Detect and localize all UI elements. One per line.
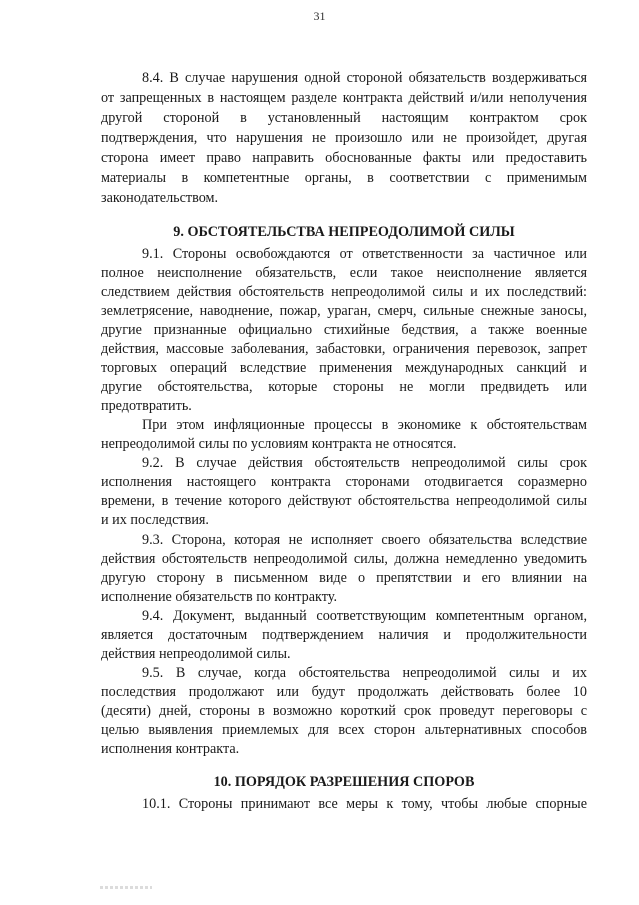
text-line: другую сторону в письменном виде о препятствии и его влиянии на xyxy=(101,570,587,586)
text-line: является достаточным подтверждением наличия и продолжительности xyxy=(101,627,587,643)
page-number: 31 xyxy=(313,9,326,23)
text-line: полное неисполнение обязательств, если такое неисполнение является xyxy=(101,265,587,281)
text-line: При этом инфляционные процессы в экономике к обстоятельствам xyxy=(142,417,587,433)
text-line: действия обстоятельств непреодолимой силы, должна немедленно уведомить xyxy=(101,551,587,567)
text-line: подтверждения, что нарушения не произошло или не произойдет, другая xyxy=(101,130,587,146)
text-line: 9.5. В случае, когда обстоятельства непреодолимой силы и их xyxy=(142,665,587,681)
text-line: другие признанные официально стихийные бедствия, а также военные xyxy=(101,322,587,338)
text-line: и их последствия. xyxy=(101,512,209,528)
text-line: сторона имеет право направить обоснованные факты или предоставить xyxy=(101,150,587,166)
faint-scan-mark xyxy=(100,886,152,889)
text-line: следствием действия обстоятельств непреодолимой силы и их последствий: xyxy=(101,284,587,300)
text-line: целью выявления приемлемых для всех сторон альтернативных способов xyxy=(101,722,587,738)
text-line: другие обстоятельства, которые стороны не могли предвидеть или xyxy=(101,379,587,395)
text-line: 9.4. Документ, выданный соответствующим компетентным органом, xyxy=(142,608,587,624)
text-line: 8.4. В случае нарушения одной стороной обязательств воздерживаться xyxy=(142,70,587,86)
text-line: материалы в компетентные органы, в соответствии с применимым xyxy=(101,170,587,186)
text-line: предотвратить. xyxy=(101,398,192,414)
text-line: 10.1. Стороны принимают все меры к тому, чтобы любые спорные xyxy=(142,796,587,812)
text-line: (десяти) дней, стороны в возможно короткий срок проведут переговоры с xyxy=(101,703,587,719)
text-line: законодательством. xyxy=(101,190,219,206)
text-line: действия, массовые заболевания, забастовки, ограничения перевозок, запрет xyxy=(101,341,587,357)
text-line: времени, в течение которого действуют обстоятельства непреодолимой силы xyxy=(101,493,587,509)
text-line: последствия продолжают или будут продолжать действовать более 10 xyxy=(101,684,587,700)
text-line: торговых операций вследствие применения международных санкций и xyxy=(101,360,587,376)
text-line: от запрещенных в настоящем разделе контракта действий и/или неполучения xyxy=(101,90,587,106)
text-line: 9.1. Стороны освобождаются от ответственности за частичное или xyxy=(142,246,587,262)
text-line: 9.2. В случае действия обстоятельств непреодолимой силы срок xyxy=(142,455,587,471)
text-line: непреодолимой силы по условиям контракта не относятся. xyxy=(101,436,457,452)
section-10-heading: 10. ПОРЯДОК РАЗРЕШЕНИЯ СПОРОВ xyxy=(213,774,475,790)
section-9-heading: 9. ОБСТОЯТЕЛЬСТВА НЕПРЕОДОЛИМОЙ СИЛЫ xyxy=(173,224,515,240)
text-line: исполнения настоящего контракта сторонами отодвигается соразмерно xyxy=(101,474,587,490)
text-line: землетрясение, наводнение, пожар, ураган, смерч, сильные снежные заносы, xyxy=(101,303,587,319)
text-line: исполнения контракта. xyxy=(101,741,240,757)
text-line: исполнение обязательств по контракту. xyxy=(101,589,337,605)
text-line: действия непреодолимой силы. xyxy=(101,646,291,662)
text-line: 9.3. Сторона, которая не исполняет своего обязательства вследствие xyxy=(142,532,587,548)
text-line: другой стороной в установленный настоящим контрактом срок xyxy=(101,110,587,126)
